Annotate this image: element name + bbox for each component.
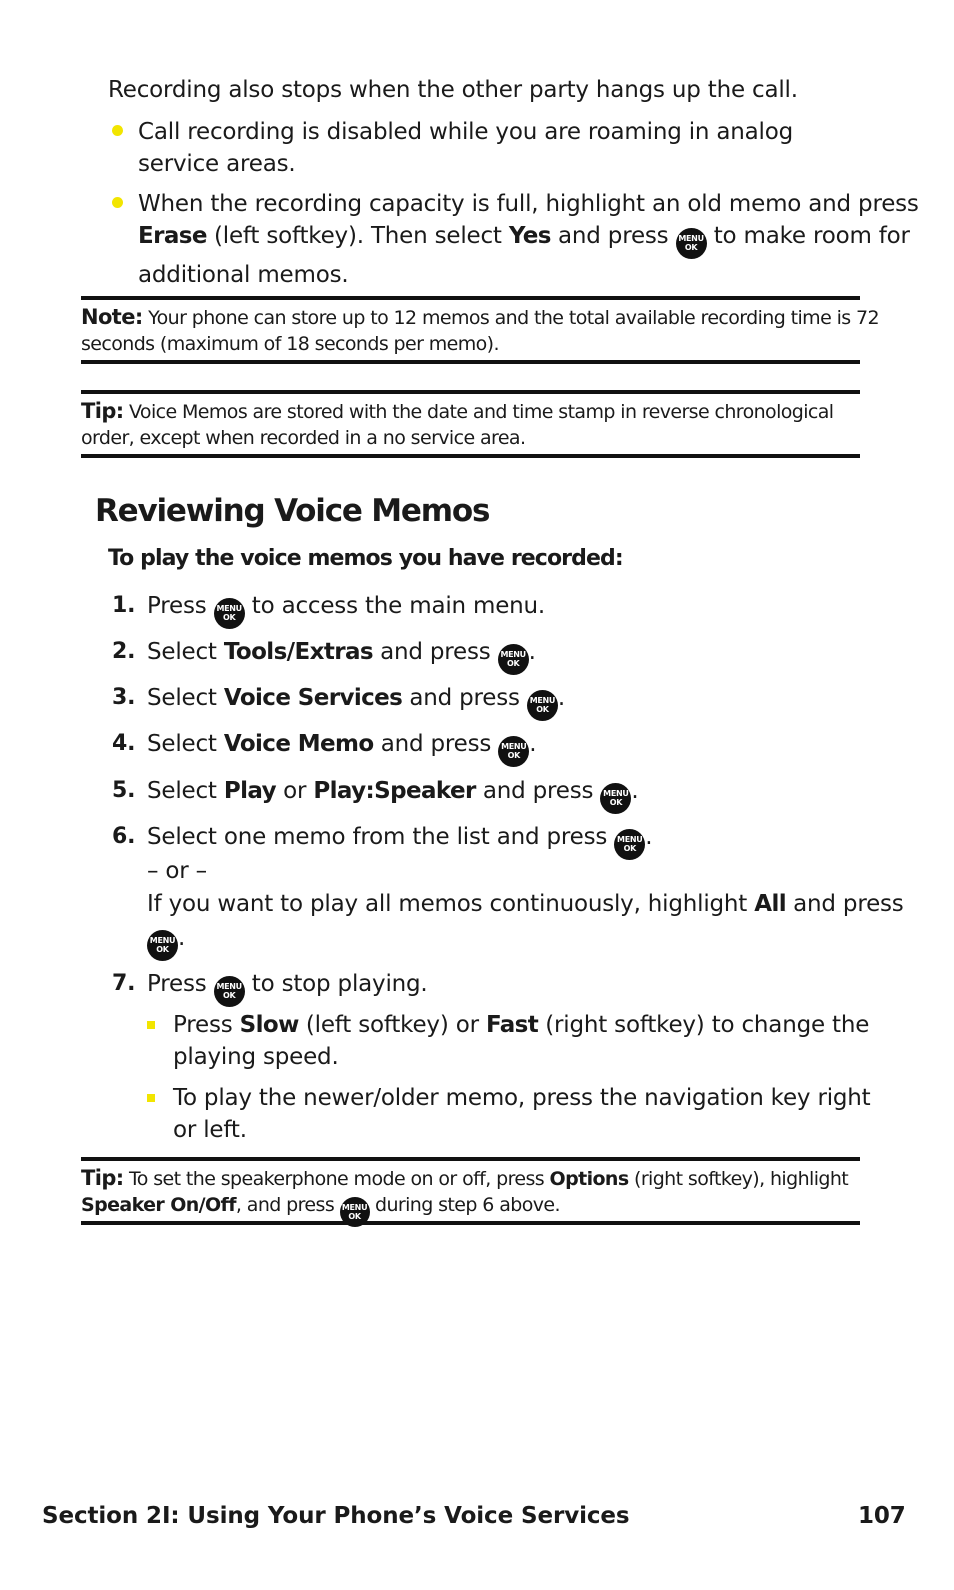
menu-ok-key-icon: MENU OK — [676, 228, 707, 259]
square-bullet — [147, 1021, 155, 1029]
menu-ok-key-icon: MENU OK — [147, 930, 178, 961]
bullet-capacity: When the recording capacity is full, highlight an old memo and press Erase (left softkey). Then select Yes and press MENU OK to make room for additional memos. — [138, 191, 919, 288]
menu-ok-key-icon: MENU OK — [527, 690, 558, 721]
subbullet-speed: Press Slow (left softkey) or Fast (right softkey) to change the playing speed. — [173, 1012, 870, 1070]
step-number: 5. — [112, 778, 136, 803]
menu-ok-key-icon: MENU OK — [498, 736, 529, 767]
step-number: 2. — [112, 639, 136, 664]
step-4: Select Voice Memo and press MENU OK . — [147, 728, 536, 767]
bullet-dot — [112, 125, 123, 136]
step-3: Select Voice Services and press MENU OK . — [147, 682, 565, 721]
divider — [81, 296, 860, 300]
menu-ok-key-icon: MENU OK — [214, 598, 245, 629]
or-separator: – or – — [147, 858, 207, 884]
step-2: Select Tools/Extras and press MENU OK . — [147, 636, 536, 675]
bullet-dot — [112, 197, 123, 208]
note-box: Note: Your phone can store up to 12 memos and the total available recording time is 72 seconds (maximum of 18 seconds per memo). — [81, 305, 879, 355]
section-title: Reviewing Voice Memos — [95, 493, 490, 529]
divider — [81, 454, 860, 458]
divider — [81, 390, 860, 394]
bullet-roaming: Call recording is disabled while you are roaming in analog service areas. — [138, 119, 794, 177]
footer-section: Section 2I: Using Your Phone’s Voice Services — [42, 1503, 630, 1529]
step-7: Press MENU OK to stop playing. — [147, 968, 428, 1007]
step-5: Select Play or Play:Speaker and press MENU OK . — [147, 775, 639, 814]
menu-ok-key-icon: MENU OK — [498, 644, 529, 675]
divider — [81, 360, 860, 364]
section-subtitle: To play the voice memos you have recorded: — [108, 546, 623, 571]
tip-box: Tip: To set the speakerphone mode on or off, press Options (right softkey), highlight Speaker On/Off, and press MENU OK during step 6 above. — [81, 1165, 848, 1227]
subbullet-navigation: To play the newer/older memo, press the navigation key right or left. — [173, 1085, 871, 1143]
step-number: 1. — [112, 593, 136, 618]
step-6: Select one memo from the list and press MENU OK . – or – If you want to play all memos continuously, highlight All and press MENU OK . — [147, 821, 904, 961]
menu-ok-key-icon: MENU OK — [340, 1197, 370, 1227]
tip-box: Tip: Voice Memos are stored with the date and time stamp in reverse chronological order, except when recorded in a no service area. — [81, 399, 834, 449]
square-bullet — [147, 1094, 155, 1102]
divider — [81, 1221, 860, 1225]
menu-ok-key-icon: MENU OK — [614, 829, 645, 860]
page-number: 107 — [858, 1503, 906, 1529]
step-number: 6. — [112, 824, 136, 849]
intro-line: Recording also stops when the other party hangs up the call. — [108, 77, 798, 103]
step-1: Press MENU OK to access the main menu. — [147, 590, 545, 629]
menu-ok-key-icon: MENU OK — [214, 976, 245, 1007]
menu-ok-key-icon: MENU OK — [600, 783, 631, 814]
step-number: 4. — [112, 731, 136, 756]
divider — [81, 1157, 860, 1161]
step-number: 7. — [112, 971, 136, 996]
step-number: 3. — [112, 685, 136, 710]
